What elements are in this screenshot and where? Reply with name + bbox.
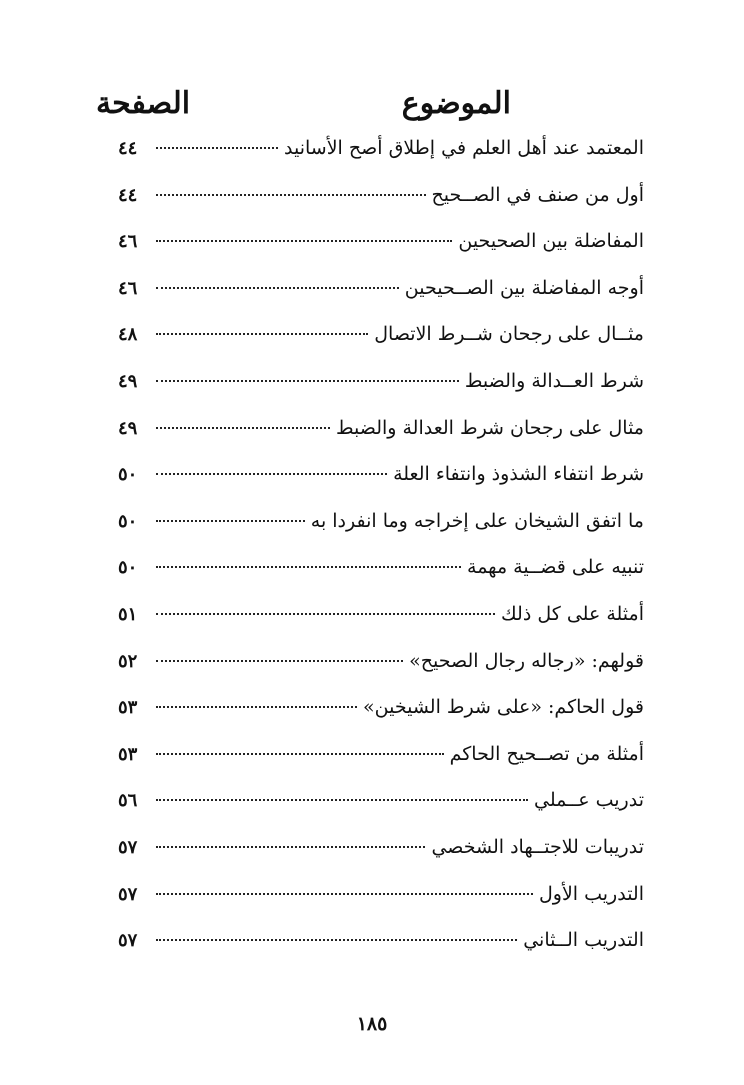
toc-entry-page: ٥٧ (118, 836, 138, 858)
dot-leader (156, 147, 278, 149)
dot-leader (156, 660, 403, 662)
dot-leader (156, 566, 461, 568)
toc-entry-title: قول الحاكم: «على شرط الشيخين» (363, 696, 644, 719)
toc-entry (118, 696, 644, 743)
dot-leader (156, 706, 357, 708)
toc-entry-title: شرط انتفاء الشذوذ وانتفاء العلة (393, 463, 644, 486)
toc-entry-title: أمثلة على كل ذلك (501, 602, 644, 625)
toc-entry-page: ٤٩ (118, 370, 138, 392)
toc-entry-page: ٥١ (118, 603, 138, 625)
toc-entry-page: ٥٦ (118, 790, 138, 812)
page-column-heading: الصفحة (96, 85, 191, 121)
toc-entry-page: ٥٧ (118, 930, 138, 952)
toc-entry (118, 650, 644, 697)
toc-entry-page: ٥٠ (118, 510, 138, 532)
toc-entry (118, 556, 644, 603)
dot-leader (156, 939, 517, 941)
dot-leader (156, 380, 459, 382)
dot-leader (156, 194, 426, 196)
toc-entry-page: ٥٢ (118, 650, 138, 672)
toc-entry-title: تنبيه على قضــية مهمة (467, 556, 644, 579)
topic-column-heading: الموضوع (401, 85, 511, 121)
toc-entry (118, 417, 644, 464)
toc-entry (118, 789, 644, 836)
toc-entry-title: أول من صنف في الصــحيح (431, 183, 644, 206)
dot-leader (156, 287, 399, 289)
toc-entry (118, 184, 644, 231)
toc-entry (118, 463, 644, 510)
dot-leader (156, 520, 305, 522)
page-number: ١٨٥ (356, 1013, 388, 1035)
dot-leader (156, 473, 387, 475)
toc-entry-title: مثــال على رجحان شــرط الاتصال (374, 323, 644, 346)
dot-leader (156, 753, 444, 755)
toc-entry-title: المفاضلة بين الصحيحين (458, 230, 644, 253)
toc-entry-page: ٤٦ (118, 277, 138, 299)
toc-entry-page: ٥٠ (118, 557, 138, 579)
toc-entry-page: ٥٣ (118, 743, 138, 765)
toc-entry-title: أمثلة من تصــحيح الحاكم (449, 742, 644, 765)
dot-leader (156, 333, 368, 335)
toc-entry-page: ٤٨ (118, 324, 138, 346)
toc-entry-title: مثال على رجحان شرط العدالة والضبط (335, 416, 644, 439)
toc-entry-title: أوجه المفاضلة بين الصــحيحين (404, 276, 644, 299)
toc-list (118, 137, 644, 976)
toc-entry-title: التدريب الــثاني (523, 929, 644, 952)
toc-entry-title: التدريب الأول (538, 882, 644, 905)
toc-entry-title: تدريب عــملي (533, 789, 644, 812)
toc-entry (118, 836, 644, 883)
toc-entry-title: تدريبات للاجتــهاد الشخصي (431, 835, 644, 858)
dot-leader (156, 846, 425, 848)
toc-entry (118, 510, 644, 557)
toc-entry (118, 137, 644, 184)
toc-entry (118, 883, 644, 930)
toc-entry-page: ٥٧ (118, 883, 138, 905)
dot-leader (156, 613, 495, 615)
toc-entry (118, 929, 644, 976)
toc-entry (118, 230, 644, 277)
toc-entry (118, 370, 644, 417)
dot-leader (156, 427, 330, 429)
toc-entry-page: ٤٩ (118, 417, 138, 439)
toc-entry (118, 277, 644, 324)
toc-entry-page: ٤٦ (118, 231, 138, 253)
toc-entry (118, 323, 644, 370)
toc-entry-title: قولهم: «رجاله رجال الصحيح» (409, 649, 644, 672)
toc-entry-page: ٥٣ (118, 697, 138, 719)
toc-entry-page: ٥٠ (118, 464, 138, 486)
toc-entry-page: ٤٤ (118, 138, 138, 159)
toc-entry (118, 743, 644, 790)
dot-leader (156, 799, 528, 801)
toc-entry-title: ما اتفق الشيخان على إخراجه وما انفردا به (310, 509, 644, 532)
toc-entry-title: المعتمد عند أهل العلم في إطلاق أصح الأسانيد (284, 137, 644, 159)
dot-leader (156, 893, 533, 895)
toc-header (96, 78, 511, 128)
dot-leader (156, 240, 452, 242)
toc-entry (118, 603, 644, 650)
toc-entry-page: ٤٤ (118, 184, 138, 206)
toc-entry-title: شرط العــدالة والضبط (464, 369, 644, 392)
